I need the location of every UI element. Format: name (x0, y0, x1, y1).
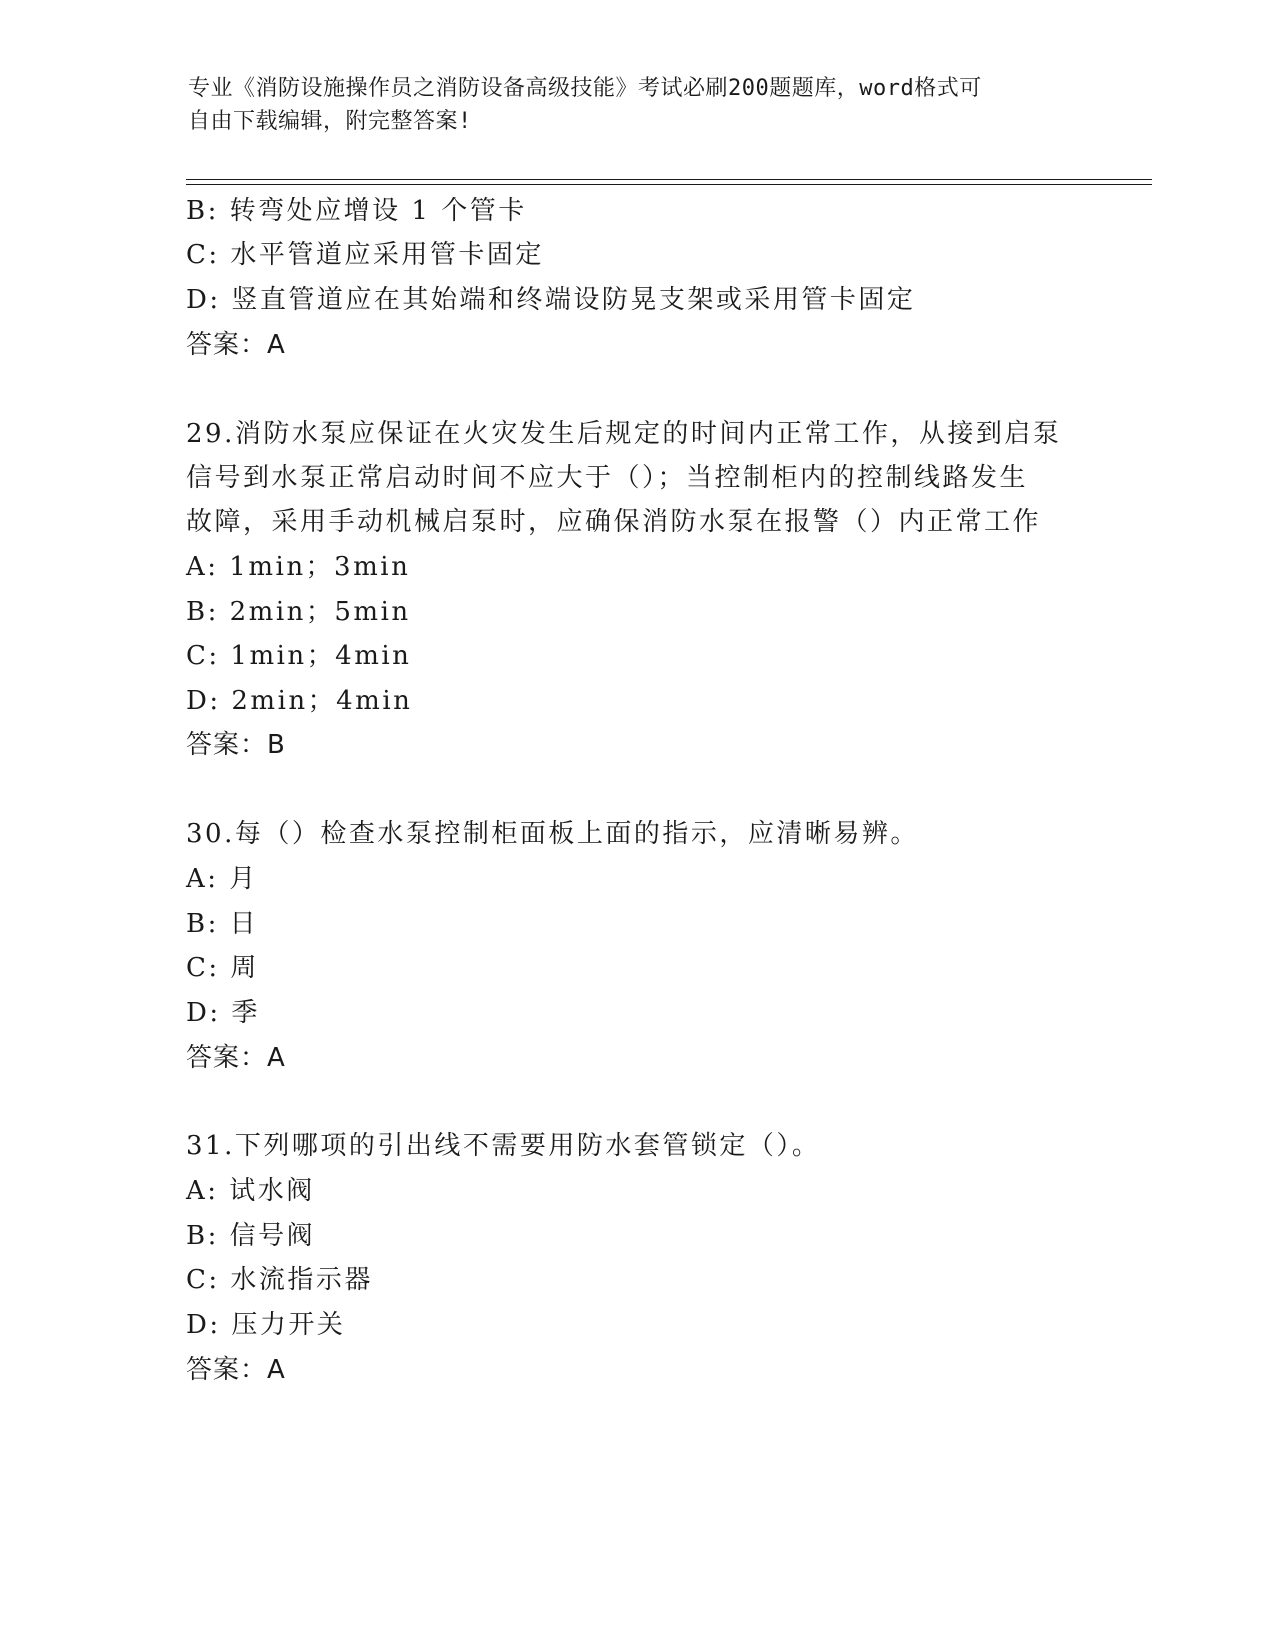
q30-option-a: A: 月 (186, 864, 258, 894)
q31-option-a: A: 试水阀 (186, 1176, 315, 1206)
q29-option-b: B: 2min；5min (186, 597, 411, 627)
q30-option-b: B: 日 (186, 909, 259, 939)
q31-stem-line-1: 31.下列哪项的引出线不需要用防水套管锁定（）。 (186, 1131, 821, 1161)
q31-answer: 答案：A (186, 1355, 286, 1385)
q29-stem-line-1: 29.消防水泵应保证在火灾发生后规定的时间内正常工作，从接到启泵 (186, 419, 1062, 449)
q29-option-c: C: 1min；4min (186, 641, 412, 671)
header-line-1: 专业《消防设施操作员之消防设备高级技能》考试必刷200题题库，word格式可 (188, 76, 982, 101)
q29-stem-line-2: 信号到水泵正常启动时间不应大于（）；当控制柜内的控制线路发生 (186, 463, 1029, 493)
q30-option-d: D: 季 (186, 998, 260, 1028)
q31-option-c: C: 水流指示器 (186, 1265, 373, 1295)
q31-option-b: B: 信号阀 (186, 1221, 316, 1251)
q29-option-d: D: 2min；4min (186, 686, 413, 716)
q31-option-d: D: 压力开关 (186, 1310, 346, 1340)
q30-answer: 答案：A (186, 1043, 286, 1073)
q30-stem-line-1: 30.每（）检查水泵控制柜面板上面的指示，应清晰易辨。 (186, 819, 919, 849)
q28-option-c: C: 水平管道应采用管卡固定 (186, 240, 544, 270)
q28-answer: 答案：A (186, 330, 286, 360)
q29-option-a: A: 1min；3min (186, 552, 411, 582)
q28-option-d: D: 竖直管道应在其始端和终端设防晃支架或采用管卡固定 (186, 285, 916, 315)
document-header (188, 72, 1088, 138)
header-line-2: 自由下载编辑，附完整答案! (188, 109, 472, 134)
q30-option-c: C: 周 (186, 953, 259, 983)
header-divider-top (186, 179, 1152, 180)
q29-stem-line-3: 故障，采用手动机械启泵时，应确保消防水泵在报警（）内正常工作 (186, 507, 1042, 537)
header-divider-bottom (186, 184, 1152, 185)
q28-option-b: B: 转弯处应增设 1 个管卡 (186, 196, 527, 226)
q29-answer: 答案：B (186, 730, 286, 760)
